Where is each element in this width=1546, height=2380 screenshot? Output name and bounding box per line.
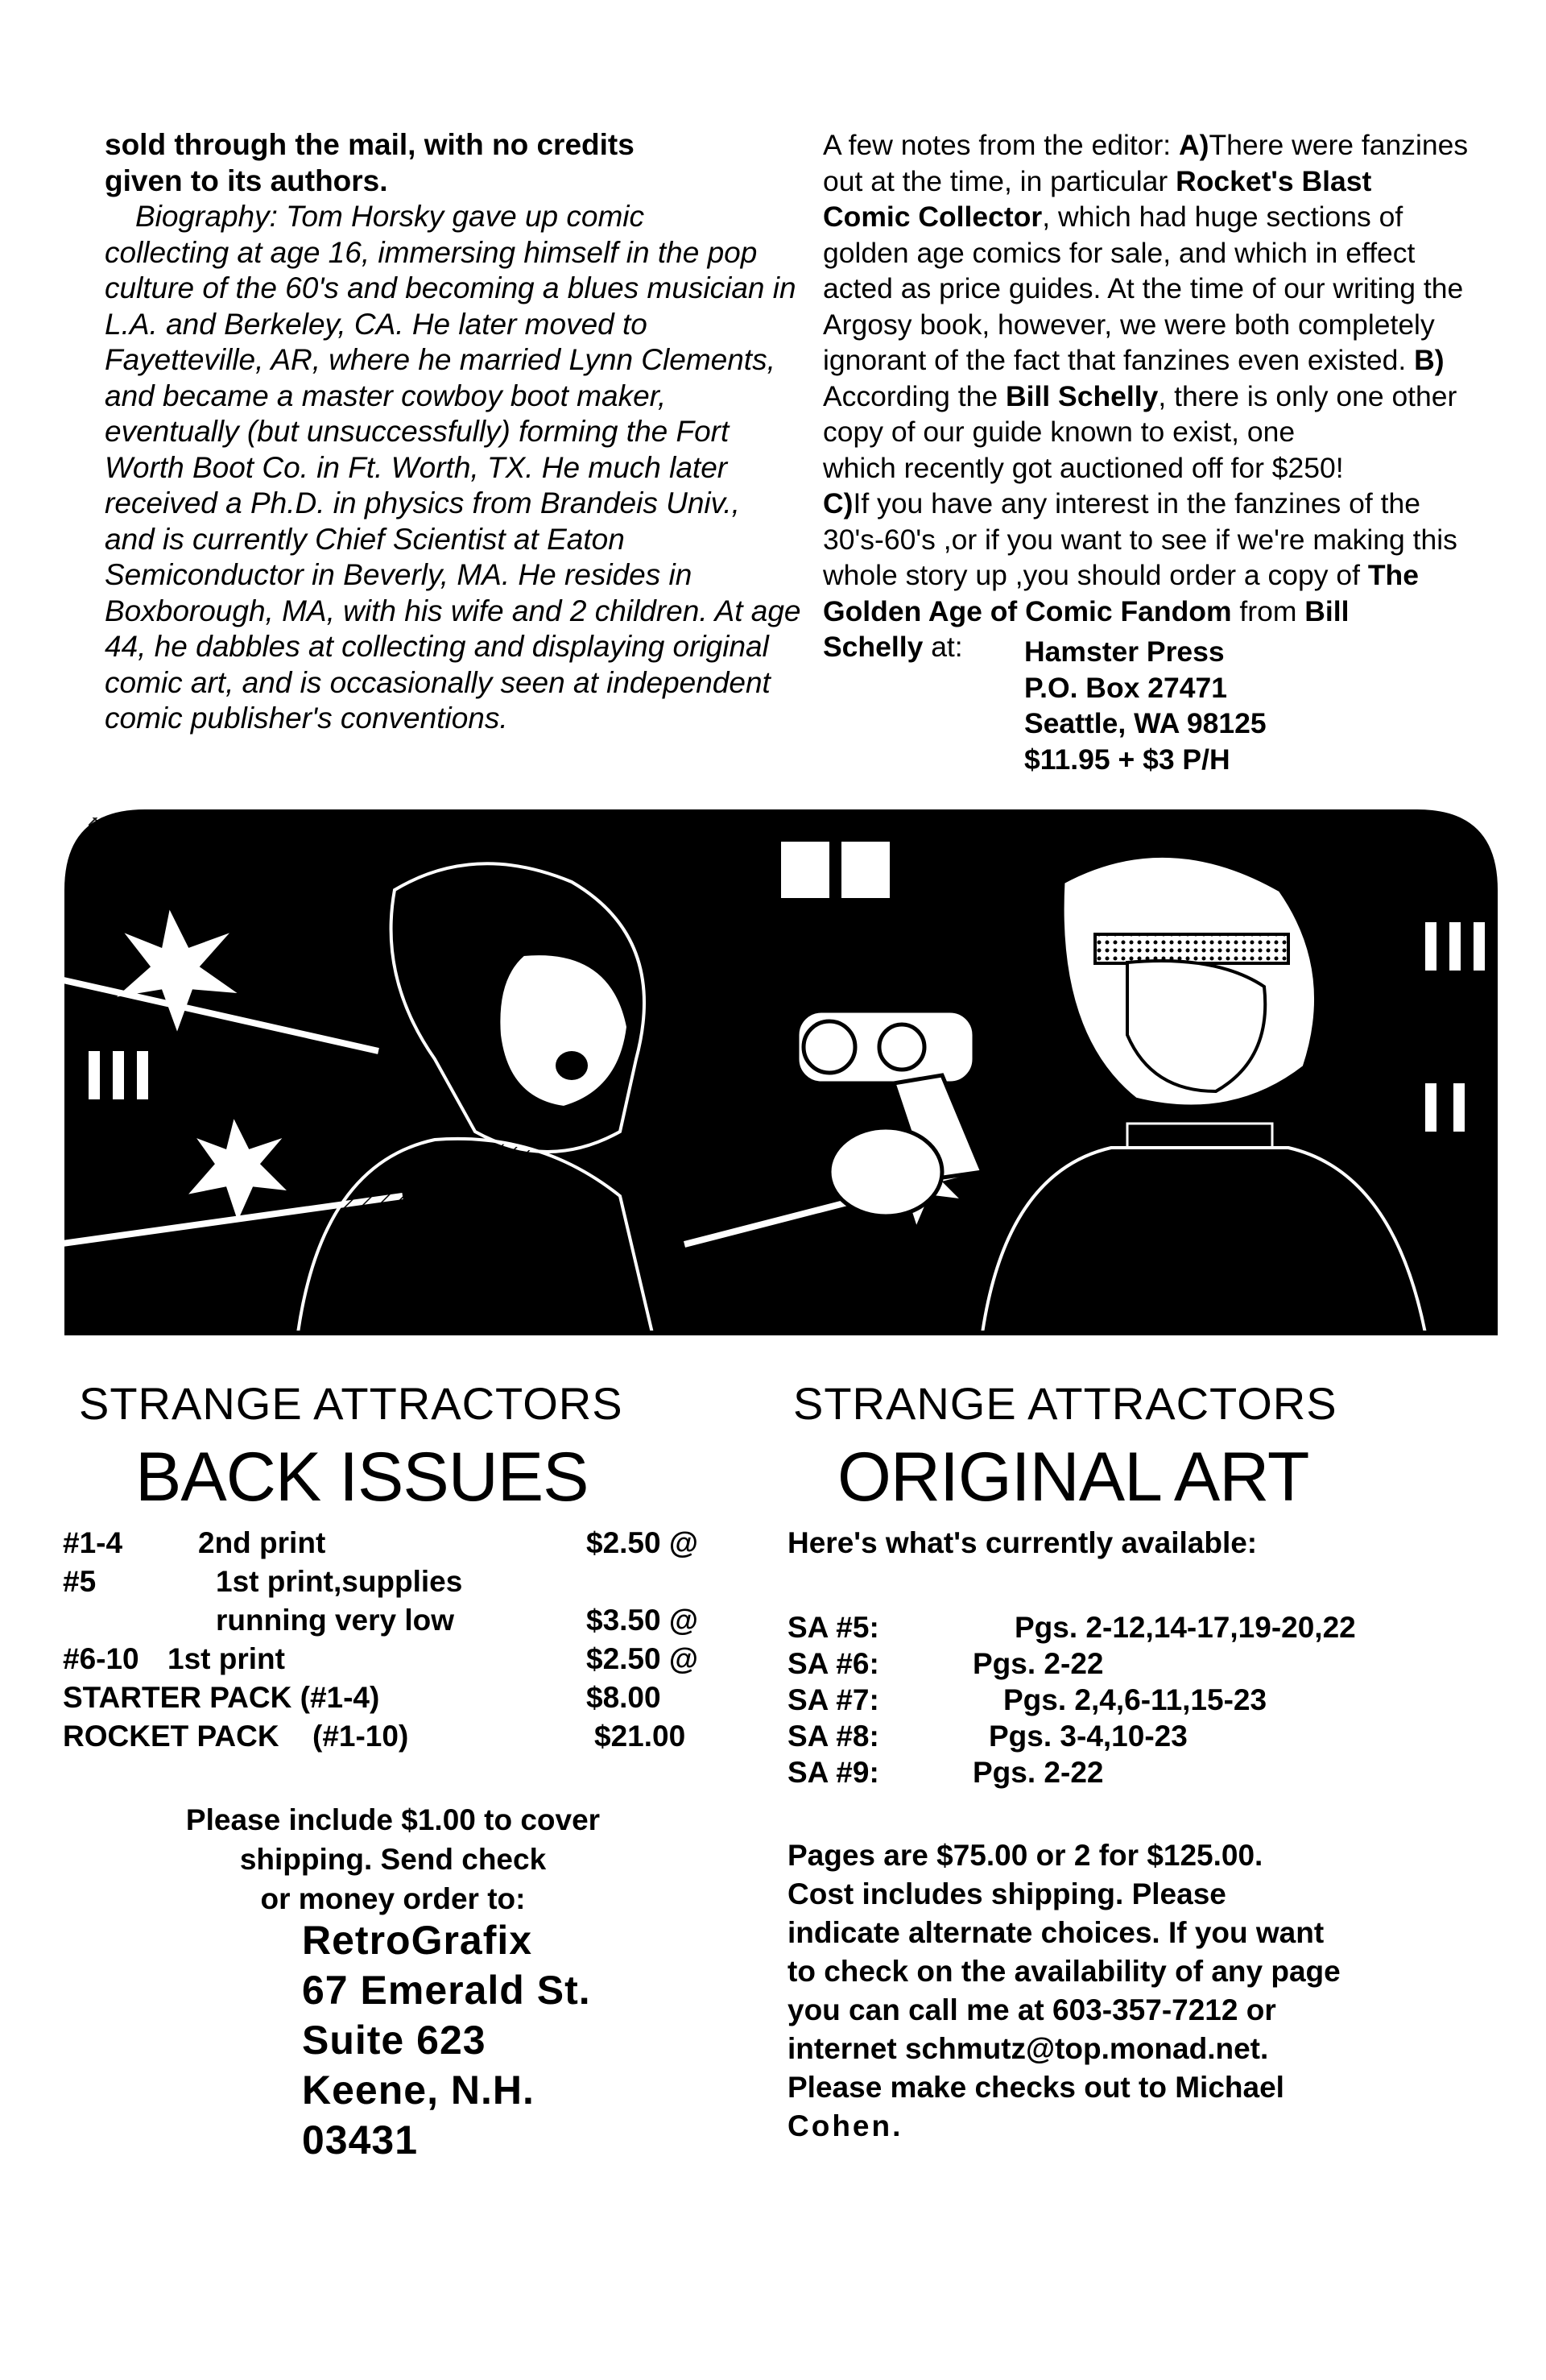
biography-line: comic publisher's conventions. <box>105 702 508 735</box>
art-issue: SA #5: <box>787 1611 879 1644</box>
shipping-line: or money order to: <box>260 1882 526 1915</box>
shipping-line: Please include $1.00 to cover <box>185 1803 601 1836</box>
back-issues-title: BACK ISSUES <box>135 1438 589 1516</box>
address-line: 67 Emerald St. <box>302 1968 591 2013</box>
original-art-subtitle: Here's what's currently available: <box>787 1526 1258 1559</box>
address-line: Keene, N.H. <box>302 2067 535 2113</box>
row-label: #6-10 <box>63 1642 139 1675</box>
editor-note-line: acted as price guides. At the time of our writing the <box>823 272 1464 304</box>
retrografix-address <box>302 1915 591 2165</box>
shipping-note <box>143 1800 643 1918</box>
art-issue: SA #7: <box>787 1683 879 1716</box>
biography-line: Boxborough, MA, with his wife and 2 children. At age <box>105 594 801 627</box>
address-line: 03431 <box>302 2117 419 2163</box>
row-label: STARTER PACK (#1-4) <box>63 1681 380 1714</box>
row-label: ROCKET PACK <box>63 1720 279 1753</box>
art-pages: Pgs. 2-12,14-17,19-20,22 <box>1015 1611 1356 1644</box>
art-pages: Pgs. 3-4,10-23 <box>989 1720 1188 1753</box>
editor-notes-column <box>823 127 1507 665</box>
comic-illustration <box>56 793 1506 1347</box>
address-line: Hamster Press <box>1024 635 1225 668</box>
row-label: #1-4 <box>63 1526 123 1559</box>
biography-line: 44, he dabbles at collecting and displaying original <box>105 630 769 663</box>
editor-note-line: whole story up ,you should order a copy of The <box>823 559 1419 591</box>
row-price: $21.00 <box>594 1720 686 1753</box>
original-art-title: ORIGINAL ART <box>837 1438 1309 1516</box>
biography-line: L.A. and Berkeley, CA. He later moved to <box>105 307 647 341</box>
editor-note-line: Argosy book, however, we were both completely <box>823 308 1435 341</box>
notes-line: internet schmutz@top.monad.net. <box>787 2032 1269 2065</box>
editor-note-line: Comic Collector, which had huge sections of <box>823 201 1403 233</box>
row-price: $8.00 <box>586 1681 661 1714</box>
biography-line: and became a master cowboy boot maker, <box>105 379 667 412</box>
grid-ceiling <box>89 817 298 914</box>
notes-line: Pages are $75.00 or 2 for $125.00. <box>787 1839 1263 1872</box>
row-desc: 2nd print <box>198 1526 326 1559</box>
biography-line: Biography: Tom Horsky gave up comic <box>135 200 645 233</box>
editor-note-line: A few notes from the editor: A)There were fanzines <box>823 129 1469 161</box>
biography-line: and is currently Chief Scientist at Eaton <box>105 522 625 556</box>
address-line: P.O. Box 27471 <box>1024 671 1227 704</box>
editor-note-line: C)If you have any interest in the fanzines of the <box>823 487 1420 519</box>
row-price: $2.50 @ <box>586 1642 698 1675</box>
row-desc: 1st print <box>167 1642 285 1675</box>
art-issue: SA #6: <box>787 1647 879 1680</box>
editor-note-line: out at the time, in particular Rocket's Blast <box>823 164 1372 197</box>
original-art-notes <box>787 1836 1341 2146</box>
art-pages: Pgs. 2,4,6-11,15-23 <box>1003 1683 1267 1716</box>
biography-column <box>105 127 801 737</box>
notes-line: you can call me at 603-357-7212 or <box>787 1993 1276 2026</box>
editor-note-line: ignorant of the fact that fanzines even existed. B) <box>823 344 1445 376</box>
shipping-line: shipping. Send check <box>239 1843 547 1876</box>
intro-line: sold through the mail, with no credits <box>105 128 635 161</box>
editor-note-line: golden age comics for sale, and which in effect <box>823 236 1416 269</box>
notes-line: to check on the availability of any page <box>787 1955 1341 1988</box>
art-pages: Pgs. 2-22 <box>973 1647 1104 1680</box>
row-price: $3.50 @ <box>586 1604 698 1637</box>
editor-note-line: Golden Age of Comic Fandom from Bill <box>823 594 1350 627</box>
right-character-collar <box>1127 1124 1272 1148</box>
biography-line: Fayetteville, AR, where he married Lynn Clements, <box>105 343 775 376</box>
row-price: $2.50 @ <box>586 1526 698 1559</box>
address-line: RetroGrafix <box>302 1918 533 1963</box>
editor-note-line: According the Bill Schelly, there is only one other <box>823 379 1457 412</box>
row-label: #5 <box>63 1565 97 1598</box>
hamster-press-address <box>1024 634 1267 777</box>
notes-line: indicate alternate choices. If you want <box>787 1916 1325 1949</box>
biography-line: Worth Boot Co. in Ft. Worth, TX. He much later <box>105 450 728 484</box>
art-pages: Pgs. 2-22 <box>973 1756 1104 1789</box>
right-character-headband <box>1095 934 1288 963</box>
row-desc: 1st print,supplies <box>216 1565 463 1598</box>
biography-line: received a Ph.D. in physics from Brandeis Univ., <box>105 486 740 519</box>
notes-line: Cohen. <box>787 2109 903 2142</box>
row-desc: (#1-10) <box>312 1720 409 1753</box>
original-art-header: STRANGE ATTRACTORS <box>793 1378 1337 1429</box>
notes-line: Cost includes shipping. Please <box>787 1877 1226 1910</box>
back-issues-header: STRANGE ATTRACTORS <box>79 1378 623 1429</box>
intro-line: given to its authors. <box>105 163 388 197</box>
notes-line: Please make checks out to Michael <box>787 2071 1284 2104</box>
editor-note-line: Schelly at: <box>823 631 963 663</box>
biography-line: culture of the 60's and becoming a blues musician in <box>105 271 796 304</box>
left-character-mouth <box>556 1051 588 1080</box>
editor-note-line: copy of our guide known to exist, one <box>823 416 1296 448</box>
editor-note-line: which recently got auctioned off for $250! <box>823 451 1344 484</box>
art-issue: SA #9: <box>787 1756 879 1789</box>
biography-line: eventually (but unsuccessfully) forming the Fort <box>105 415 730 448</box>
address-line: $11.95 + $3 P/H <box>1024 743 1230 776</box>
biography-line: Semiconductor in Beverly, MA. He resides in <box>105 558 692 591</box>
art-issue: SA #8: <box>787 1720 879 1753</box>
row-desc: running very low <box>216 1604 455 1637</box>
address-line: Suite 623 <box>302 2018 486 2063</box>
biography-line: collecting at age 16, immersing himself in the pop <box>105 235 758 269</box>
address-line: Seattle, WA 98125 <box>1024 707 1267 739</box>
editor-note-line: 30's-60's ,or if you want to see if we're making this <box>823 523 1457 556</box>
biography-line: comic art, and is occasionally seen at independent <box>105 665 771 699</box>
